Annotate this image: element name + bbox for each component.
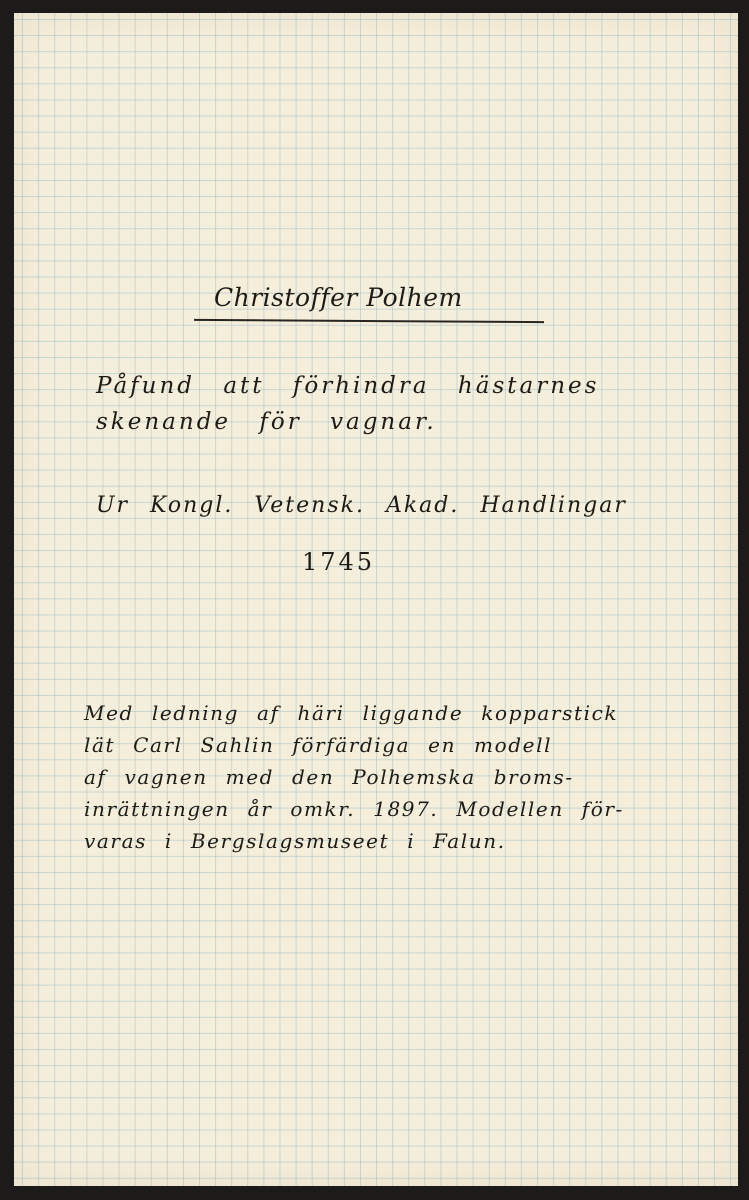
source-line: Ur Kongl. Vetensk. Akad. Handlingar [96,493,627,518]
page-title: Christoffer Polhem [214,283,463,312]
note-line-3: af vagnen med den Polhemska broms- [84,765,574,789]
note-line-2: lät Carl Sahlin förfärdiga en modell [84,733,553,757]
note-line-1: Med ledning af häri liggande kopparstick [84,701,619,725]
note-line-4: inrättningen år omkr. 1897. Modellen för- [84,797,624,821]
title-underline [194,319,544,323]
manuscript-sheet [14,13,738,1186]
year: 1745 [302,548,376,576]
subtitle-line-1: Påfund att förhindra hästarnes [96,373,600,399]
note-line-5: varas i Bergslagsmuseet i Falun. [84,829,506,853]
subtitle-line-2: skenande för vagnar. [96,409,437,435]
